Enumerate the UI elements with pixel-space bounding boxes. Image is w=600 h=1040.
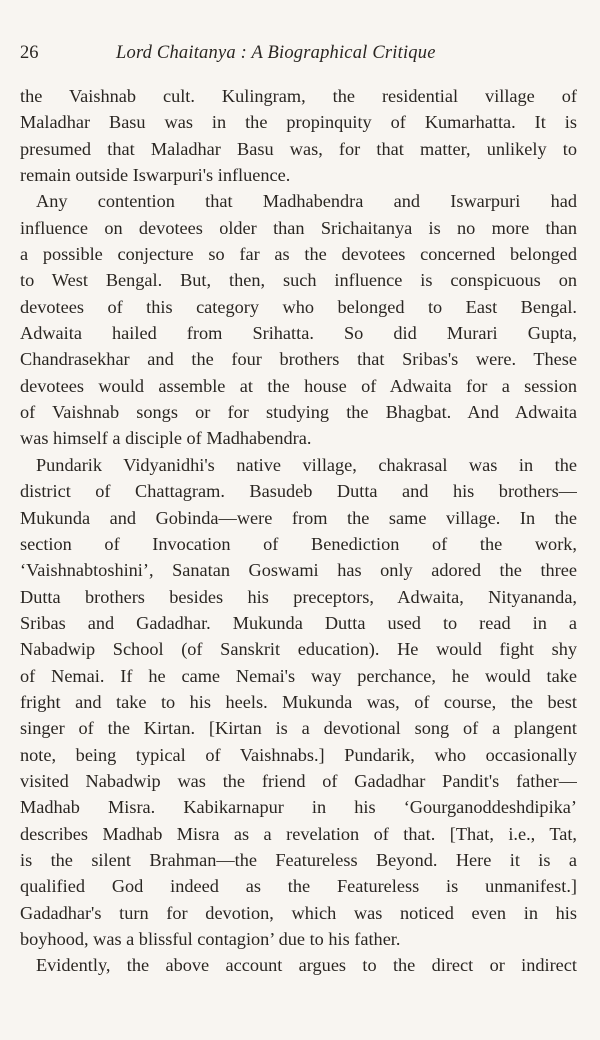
- text-line: Sribas and Gadadhar. Mukunda Dutta used to read in a: [20, 612, 577, 633]
- text-line: singer of the Kirtan. [Kirtan is a devotional song of a plangent: [20, 718, 577, 739]
- text-line: district of Chattagram. Basudeb Dutta and his brothers—: [20, 481, 577, 502]
- running-head: [20, 40, 580, 66]
- text-line: Evidently, the above account argues to the direct or indirect: [36, 955, 577, 976]
- text-line: is the silent Brahman—the Featureless Beyond. Here it is a: [20, 849, 577, 870]
- text-line: of Vaishnab songs or for studying the Bhagbat. And Adwaita: [20, 402, 577, 423]
- text-line: Madhab Misra. Kabikarnapur in his ‘Gourganoddeshdipika’: [20, 797, 577, 818]
- text-line: boyhood, was a blissful contagion’ due to his father.: [20, 929, 401, 949]
- text-line: Gadadhar's turn for devotion, which was noticed even in his: [20, 902, 577, 923]
- text-line: Dutta brothers besides his preceptors, Adwaita, Nityananda,: [20, 586, 577, 607]
- text-line: section of Invocation of Benediction of the work,: [20, 533, 577, 554]
- text-line: Any contention that Madhabendra and Iswarpuri had: [36, 191, 577, 212]
- text-line: qualified God indeed as the Featureless is unmanifest.]: [20, 876, 577, 897]
- book-title: Lord Chaitanya : A Biographical Critique: [116, 43, 436, 63]
- text-line: note, being typical of Vaishnabs.] Pundarik, who occasionally: [20, 744, 577, 765]
- text-line: devotees would assemble at the house of Adwaita for a session: [20, 375, 577, 396]
- text-line: ‘Vaishnabtoshini’, Sanatan Goswami has only adored the three: [20, 560, 577, 581]
- text-line: describes Madhab Misra as a revelation of that. [That, i.e., Tat,: [20, 823, 577, 844]
- text-line: Pundarik Vidyanidhi's native village, chakrasal was in the: [36, 454, 577, 475]
- text-line: to West Bengal. But, then, such influence is conspicuous on: [20, 270, 577, 291]
- paragraph: [20, 452, 577, 953]
- text-line: Adwaita hailed from Srihatta. So did Murari Gupta,: [20, 323, 577, 344]
- paragraph: [20, 952, 577, 978]
- text-line: fright and take to his heels. Mukunda was, of course, the best: [20, 691, 577, 712]
- text-line: of Nemai. If he came Nemai's way perchance, he would take: [20, 665, 577, 686]
- text-line: was himself a disciple of Madhabendra.: [20, 428, 312, 449]
- text-line: remain outside Iswarpuri's influence.: [20, 165, 291, 186]
- page-number: 26: [20, 43, 39, 63]
- text-line: presumed that Maladhar Basu was, for that matter, unlikely to: [20, 138, 577, 159]
- text-line: a possible conjecture so far as the devotees concerned belonged: [20, 244, 577, 265]
- text-line: Nabadwip School (of Sanskrit education). He would fight shy: [20, 639, 577, 660]
- text-line: Chandrasekhar and the four brothers that Sribas's were. These: [20, 349, 577, 370]
- body-text: [20, 83, 577, 979]
- paragraph: [20, 83, 577, 188]
- text-line: influence on devotees older than Srichaitanya is no more than: [20, 217, 577, 238]
- text-line: visited Nabadwip was the friend of Gadadhar Pandit's father—: [20, 770, 577, 791]
- text-line: devotees of this category who belonged to East Bengal.: [20, 296, 577, 317]
- text-line: Maladhar Basu was in the propinquity of Kumarhatta. It is: [20, 112, 577, 133]
- paragraph: [20, 188, 577, 451]
- text-line: the Vaishnab cult. Kulingram, the residential village of: [20, 86, 577, 106]
- text-line: Mukunda and Gobinda—were from the same village. In the: [20, 507, 577, 528]
